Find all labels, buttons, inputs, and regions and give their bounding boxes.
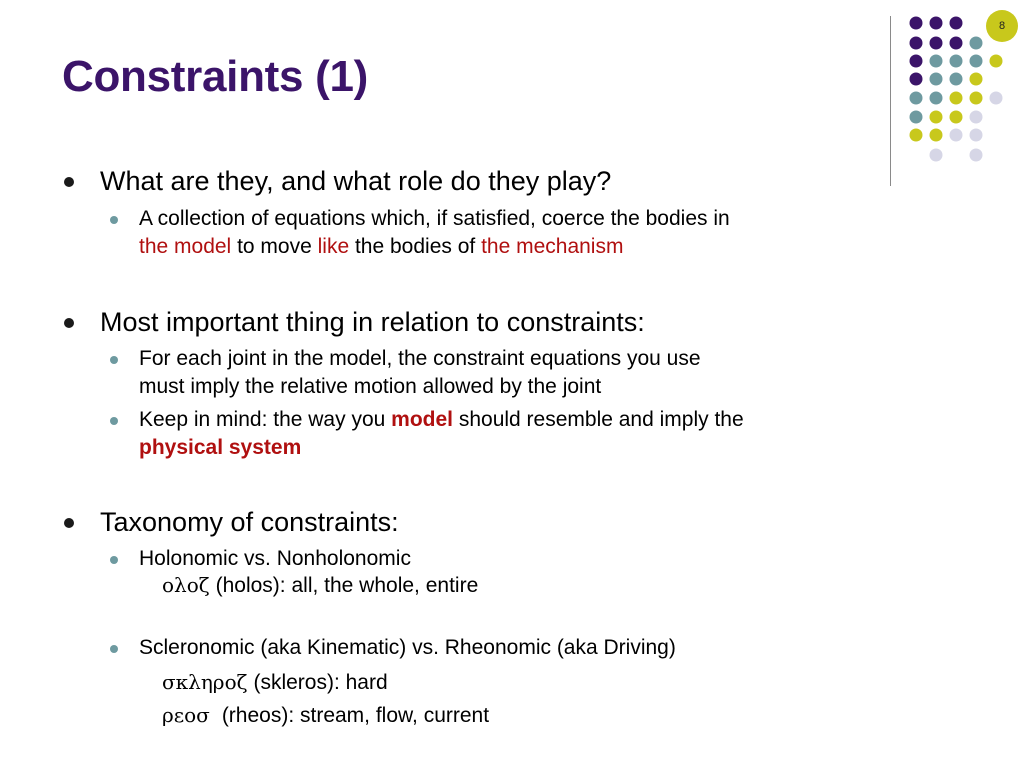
page-number-badge: 8 bbox=[986, 10, 1018, 42]
decor-dot bbox=[930, 55, 943, 68]
plain-text: the bodies of bbox=[349, 235, 482, 258]
bullet-item bbox=[139, 345, 701, 401]
decor-dot bbox=[990, 92, 1003, 105]
plain-text: to move bbox=[231, 235, 318, 258]
bullet-text-line: Scleronomic (aka Kinematic) vs. Rheonomic (aka Driving) bbox=[139, 636, 676, 659]
bullet-text-line bbox=[139, 406, 744, 434]
section-heading bbox=[100, 307, 645, 338]
etymology-text: (holos): all, the whole, entire bbox=[215, 574, 479, 597]
plain-text: Keep in mind: the way you bbox=[139, 408, 392, 431]
highlight-text: model bbox=[391, 408, 453, 431]
decor-dot bbox=[950, 37, 963, 50]
decor-dot bbox=[950, 92, 963, 105]
decor-dot bbox=[990, 55, 1003, 68]
etymology-line bbox=[162, 703, 489, 728]
decor-dot bbox=[930, 92, 943, 105]
decor-dot bbox=[970, 111, 983, 124]
decor-dot bbox=[950, 55, 963, 68]
bullet-icon bbox=[110, 645, 118, 653]
bullet-icon bbox=[64, 177, 74, 187]
highlight-text: the mechanism bbox=[481, 235, 624, 258]
bullet-item bbox=[139, 634, 676, 662]
greek-word: σκληροζ bbox=[162, 670, 248, 694]
decor-dot bbox=[930, 111, 943, 124]
highlight-text: physical system bbox=[139, 436, 302, 459]
decor-dot bbox=[910, 129, 923, 142]
etymology-text: (skleros): hard bbox=[253, 671, 388, 694]
section-heading-text: Taxonomy of constraints: bbox=[100, 507, 399, 537]
section-heading-text: What are they, and what role do they play? bbox=[100, 166, 612, 196]
bullet-text-line bbox=[139, 233, 730, 261]
decor-dot bbox=[950, 111, 963, 124]
decor-dot bbox=[950, 73, 963, 86]
greek-word: ρεοσ bbox=[162, 703, 210, 727]
decor-dot bbox=[910, 55, 923, 68]
bullet-item bbox=[139, 545, 411, 573]
section-heading bbox=[100, 166, 611, 197]
decor-dot bbox=[970, 55, 983, 68]
bullet-item bbox=[139, 406, 744, 462]
decor-dot bbox=[910, 111, 923, 124]
bullet-text-line: Holonomic vs. Nonholonomic bbox=[139, 547, 411, 570]
decor-dot bbox=[910, 37, 923, 50]
bullet-item bbox=[139, 205, 730, 261]
bullet-icon bbox=[110, 356, 118, 364]
bullet-text-line: must imply the relative motion allowed by the joint bbox=[139, 375, 602, 398]
section-heading bbox=[100, 507, 399, 538]
bullet-icon bbox=[64, 518, 74, 528]
etymology-line bbox=[162, 573, 478, 598]
etymology-line bbox=[162, 670, 388, 695]
decor-dot bbox=[910, 92, 923, 105]
decor-dot bbox=[910, 73, 923, 86]
decor-dot bbox=[970, 92, 983, 105]
decor-dot bbox=[950, 17, 963, 30]
highlight-text: the model bbox=[139, 235, 232, 258]
bullet-icon bbox=[110, 417, 118, 425]
decor-dot bbox=[970, 73, 983, 86]
bullet-text-line: A collection of equations which, if satisfied, coerce the bodies in bbox=[139, 207, 730, 230]
etymology-text: (rheos): stream, flow, current bbox=[221, 704, 490, 727]
bullet-icon bbox=[110, 556, 118, 564]
decor-dot bbox=[930, 149, 943, 162]
slide-title: Constraints (1) bbox=[62, 52, 368, 101]
decor-dot bbox=[930, 37, 943, 50]
decor-dot bbox=[970, 129, 983, 142]
bullet-icon bbox=[64, 318, 74, 328]
greek-word: ολοζ bbox=[162, 573, 210, 597]
highlight-text: like bbox=[317, 235, 350, 258]
decor-dot bbox=[970, 37, 983, 50]
decor-dot bbox=[950, 129, 963, 142]
plain-text: should resemble and imply the bbox=[453, 408, 744, 431]
decor-dot bbox=[970, 149, 983, 162]
decor-dot bbox=[930, 73, 943, 86]
bullet-icon bbox=[110, 216, 118, 224]
decor-dot bbox=[930, 129, 943, 142]
divider-line bbox=[890, 16, 891, 186]
decor-dot bbox=[910, 17, 923, 30]
decor-dot bbox=[930, 17, 943, 30]
section-heading-text: Most important thing in relation to constraints: bbox=[100, 307, 645, 337]
bullet-text-line: For each joint in the model, the constraint equations you use bbox=[139, 347, 701, 370]
